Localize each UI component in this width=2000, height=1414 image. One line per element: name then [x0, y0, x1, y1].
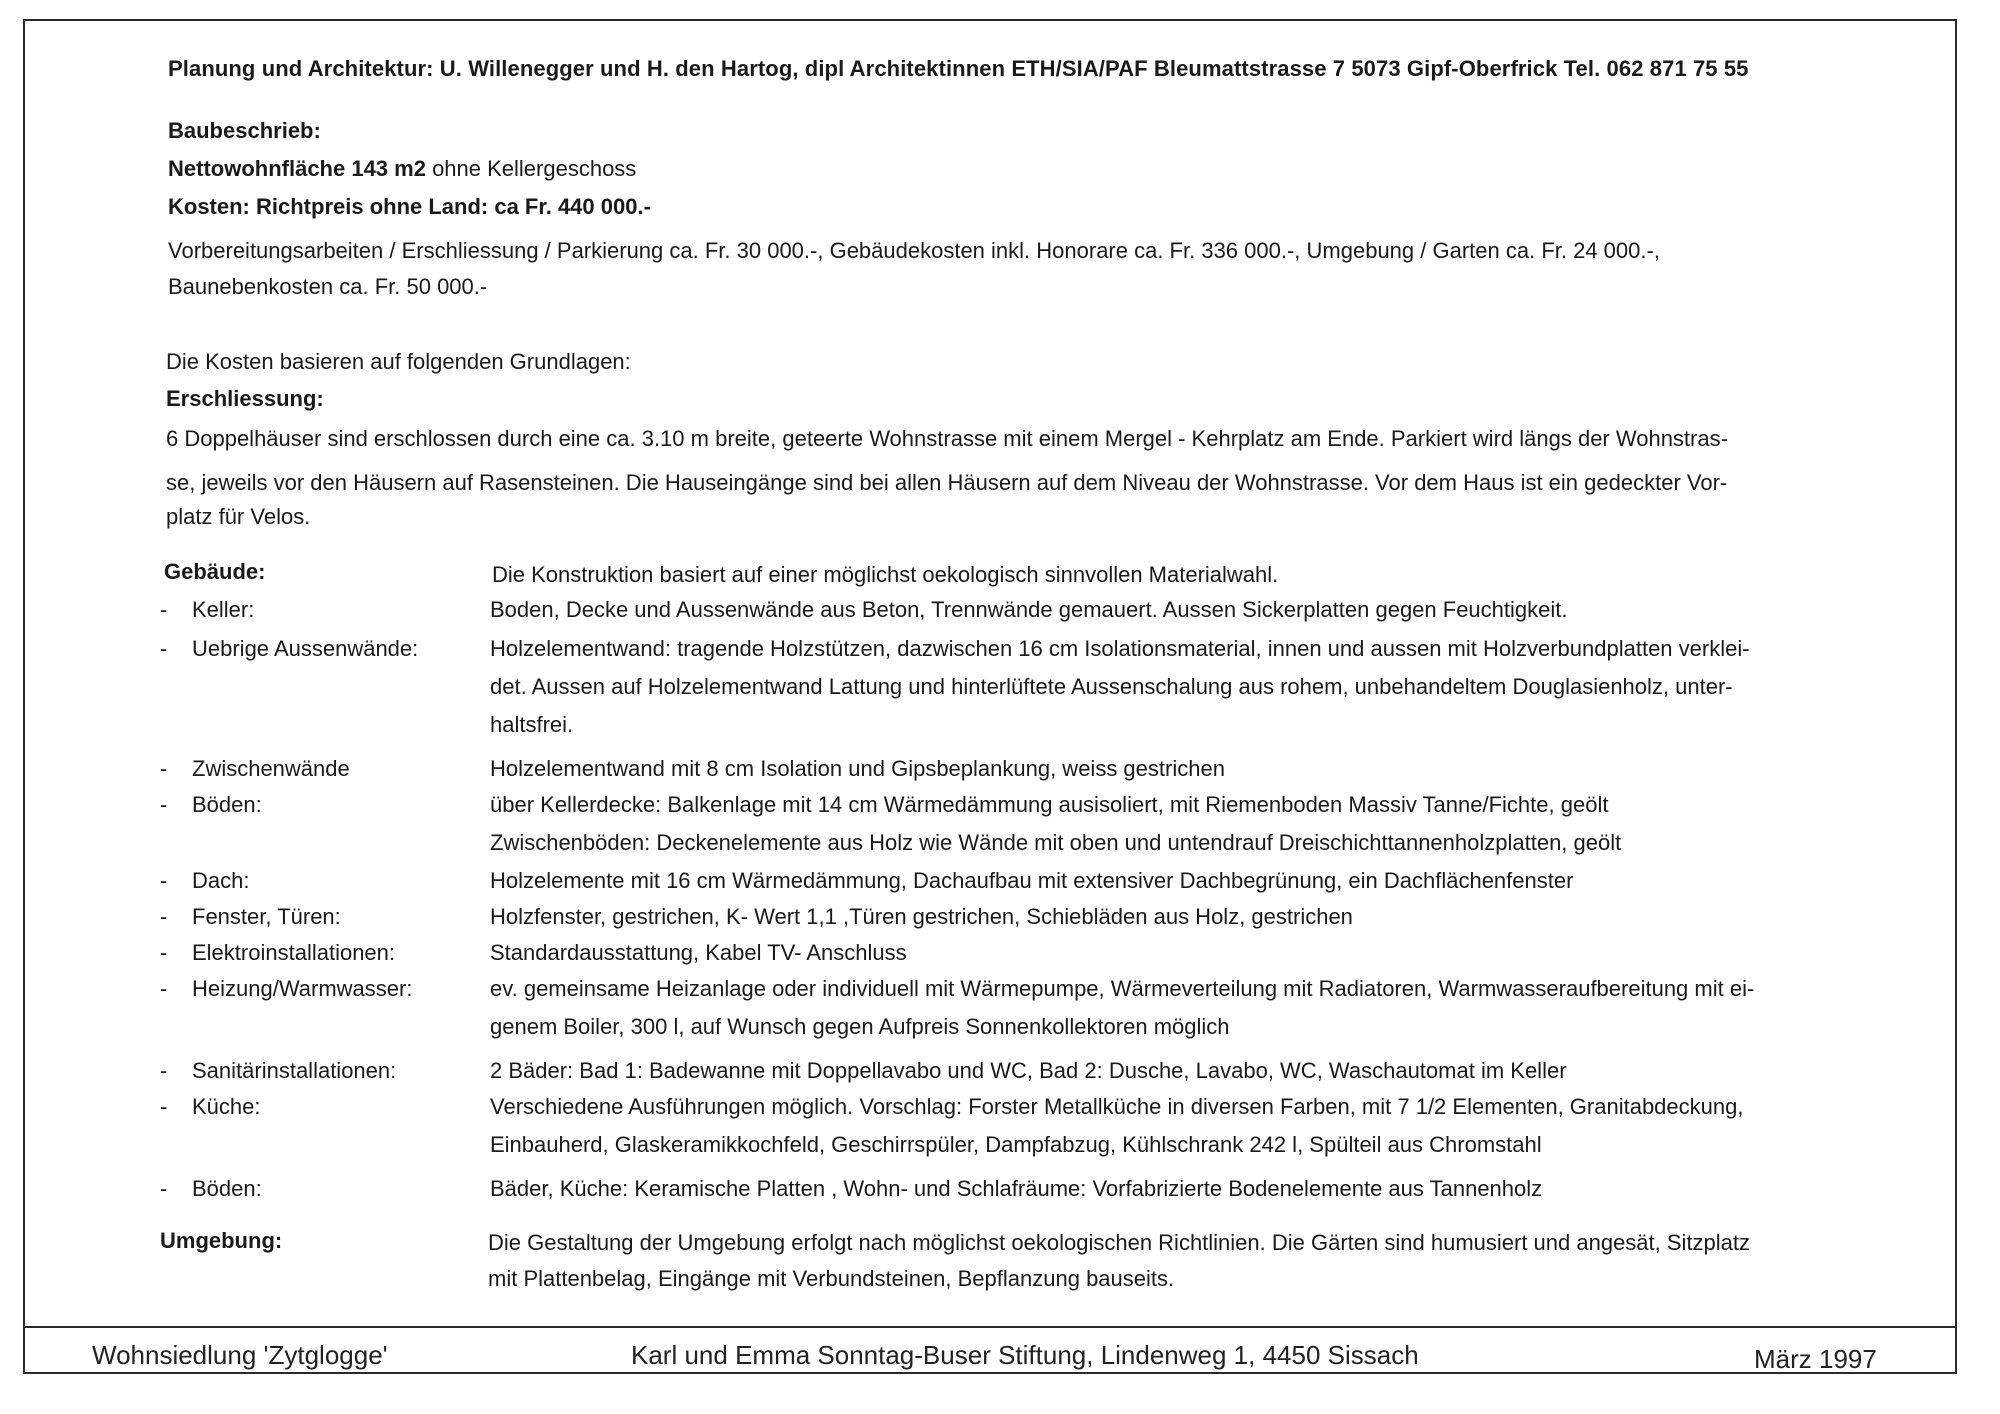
gebaeude-item-label [160, 750, 350, 788]
list-dash: - [160, 940, 168, 965]
gebaeude-item-label [160, 934, 395, 972]
footer-divider [23, 1326, 1957, 1328]
baubeschrieb-title: Baubeschrieb: [168, 118, 321, 143]
gebaeude-item-description [490, 898, 1890, 936]
footer-date: März 1997 [1754, 1344, 1877, 1374]
description-line: det. Aussen auf Holzelementwand Lattung und hinterlüftete Aussenschalung aus rohem, unbehandeltem Douglasienholz, unter- [490, 674, 1733, 699]
description-line: Verschiedene Ausführungen möglich. Vorschlag: Forster Metallküche in diversen Farben, mit 7 1/2 Elementen, Granitabdeckung, [490, 1094, 1744, 1119]
gebaeude-item-label-text: Böden: [192, 1176, 262, 1201]
gebaeude-item-description [490, 970, 1890, 1046]
gebaeude-intro: Die Konstruktion basiert auf einer möglichst oekologisch sinnvollen Materialwahl. [492, 562, 1279, 587]
gebaeude-item-label-text: Dach: [192, 868, 250, 893]
gebaeude-item-label [160, 591, 254, 629]
grundlagen-intro: Die Kosten basieren auf folgenden Grundlagen: [166, 349, 631, 374]
description-line: Einbauherd, Glaskeramikkochfeld, Geschirrspüler, Dampfabzug, Kühlschrank 242 l, Spülteil aus Chromstahl [490, 1132, 1542, 1157]
description-line: Zwischenböden: Deckenelemente aus Holz wie Wände mit oben und untendrauf Dreischichttannenholzplatten, geölt [490, 830, 1622, 855]
kosten-detail-line-2: Baunebenkosten ca. Fr. 50 000.- [168, 274, 488, 299]
list-dash: - [160, 792, 168, 817]
gebaeude-item-label [160, 970, 412, 1008]
gebaeude-item-description [490, 1170, 1890, 1208]
gebaeude-item-description [490, 1088, 1890, 1164]
list-dash: - [160, 1176, 168, 1201]
kosten-richtpreis: Kosten: Richtpreis ohne Land: ca Fr. 440 000.- [168, 194, 651, 219]
gebaeude-item-label-text: Küche: [192, 1094, 261, 1119]
footer-foundation: Karl und Emma Sonntag-Buser Stiftung, Lindenweg 1, 4450 Sissach [631, 1340, 1419, 1370]
nettowohnflaeche-note: ohne Kellergeschoss [425, 156, 637, 181]
description-line: Holzelemente mit 16 cm Wärmedämmung, Dachaufbau mit extensiver Dachbegrünung, ein Dachflächenfenster [490, 868, 1574, 893]
gebaeude-item-label-text: Uebrige Aussenwände: [192, 636, 419, 661]
gebaeude-title: Gebäude: [164, 559, 266, 584]
gebaeude-item-label-text: Heizung/Warmwasser: [192, 976, 413, 1001]
list-dash: - [160, 756, 168, 781]
umgebung-line-1: Die Gestaltung der Umgebung erfolgt nach möglichst oekologischen Richtlinien. Die Gärten sind humusiert und angesät, Sitzplatz [488, 1230, 1751, 1255]
erschliessung-line-2: se, jeweils vor den Häusern auf Rasensteinen. Die Hauseingänge sind bei allen Häusern auf dem Niveau der Wohnstrasse. Vor dem Haus ist ein gedeckter Vor- [166, 470, 1728, 495]
gebaeude-item-description [490, 1052, 1890, 1090]
kosten-detail-line-1: Vorbereitungsarbeiten / Erschliessung / Parkierung ca. Fr. 30 000.-, Gebäudekosten inkl. Honorare ca. Fr. 336 000.-, Umgebung / Garten ca. Fr. 24 000.-, [168, 238, 1660, 263]
description-line: 2 Bäder: Bad 1: Badewanne mit Doppellavabo und WC, Bad 2: Dusche, Lavabo, WC, Waschautomat im Keller [490, 1058, 1567, 1083]
gebaeude-item-label-text: Sanitärinstallationen: [192, 1058, 397, 1083]
gebaeude-item-label [160, 862, 249, 900]
umgebung-line-2: mit Plattenbelag, Eingänge mit Verbundsteinen, Bepflanzung bauseits. [488, 1266, 1175, 1291]
description-line: Bäder, Küche: Keramische Platten , Wohn- und Schlafräume: Vorfabrizierte Bodenelemente aus Tannenholz [490, 1176, 1543, 1201]
gebaeude-item-label [160, 1088, 261, 1126]
gebaeude-item-label-text: Keller: [192, 597, 255, 622]
gebaeude-item-description [490, 630, 1890, 744]
list-dash: - [160, 1058, 168, 1083]
erschliessung-line-1: 6 Doppelhäuser sind erschlossen durch eine ca. 3.10 m breite, geteerte Wohnstrasse mit einem Mergel - Kehrplatz am Ende. Parkiert wird längs der Wohnstras- [166, 426, 1728, 451]
architect-header: Planung und Architektur: U. Willenegger und H. den Hartog, dipl Architektinnen ETH/SIA/PAF Bleumattstrasse 7 5073 Gipf-Oberfrick Tel. 062 871 75 55 [168, 56, 1749, 81]
list-dash: - [160, 597, 168, 622]
gebaeude-item-description [490, 786, 1890, 862]
gebaeude-item-description [490, 591, 1890, 629]
description-line: Standardausstattung, Kabel TV- Anschluss [490, 940, 907, 965]
gebaeude-item-description [490, 750, 1890, 788]
gebaeude-item-label-text: Böden: [192, 792, 262, 817]
list-dash: - [160, 1094, 168, 1119]
gebaeude-item-label [160, 1052, 396, 1090]
erschliessung-line-3: platz für Velos. [166, 504, 311, 529]
list-dash: - [160, 636, 168, 661]
gebaeude-item-description [490, 862, 1890, 900]
gebaeude-item-label-text: Zwischenwände [192, 756, 350, 781]
gebaeude-item-label-text: Elektroinstallationen: [192, 940, 396, 965]
description-line: ev. gemeinsame Heizanlage oder individuell mit Wärmepumpe, Wärmeverteilung mit Radiatoren, Warmwasseraufbereitung mit ei- [490, 976, 1755, 1001]
gebaeude-item-label [160, 1170, 262, 1208]
description-line: Holzelementwand mit 8 cm Isolation und Gipsbeplankung, weiss gestrichen [490, 756, 1225, 781]
footer-project-name: Wohnsiedlung 'Zytglogge' [92, 1340, 388, 1370]
erschliessung-title: Erschliessung: [166, 386, 324, 411]
umgebung-title: Umgebung: [160, 1228, 283, 1253]
nettowohnflaeche [168, 150, 636, 188]
description-line: über Kellerdecke: Balkenlage mit 14 cm Wärmedämmung ausisoliert, mit Riemenboden Massiv Tanne/Fichte, geölt [490, 792, 1609, 817]
description-line: haltsfrei. [490, 712, 574, 737]
gebaeude-item-description [490, 934, 1890, 972]
gebaeude-item-label [160, 786, 262, 824]
description-line: Boden, Decke und Aussenwände aus Beton, Trennwände gemauert. Aussen Sickerplatten gegen Feuchtigkeit. [490, 597, 1568, 622]
gebaeude-item-label-text: Fenster, Türen: [192, 904, 341, 929]
description-line: genem Boiler, 300 l, auf Wunsch gegen Aufpreis Sonnenkollektoren möglich [490, 1014, 1230, 1039]
gebaeude-item-label [160, 630, 418, 668]
list-dash: - [160, 976, 168, 1001]
description-line: Holzfenster, gestrichen, K- Wert 1,1 ,Türen gestrichen, Schiebläden aus Holz, gestrichen [490, 904, 1353, 929]
list-dash: - [160, 868, 168, 893]
description-line: Holzelementwand: tragende Holzstützen, dazwischen 16 cm Isolationsmaterial, innen und aussen mit Holzverbundplatten verklei- [490, 636, 1750, 661]
nettowohnflaeche-value: Nettowohnfläche 143 m2 [168, 156, 426, 181]
list-dash: - [160, 904, 168, 929]
gebaeude-item-label [160, 898, 341, 936]
